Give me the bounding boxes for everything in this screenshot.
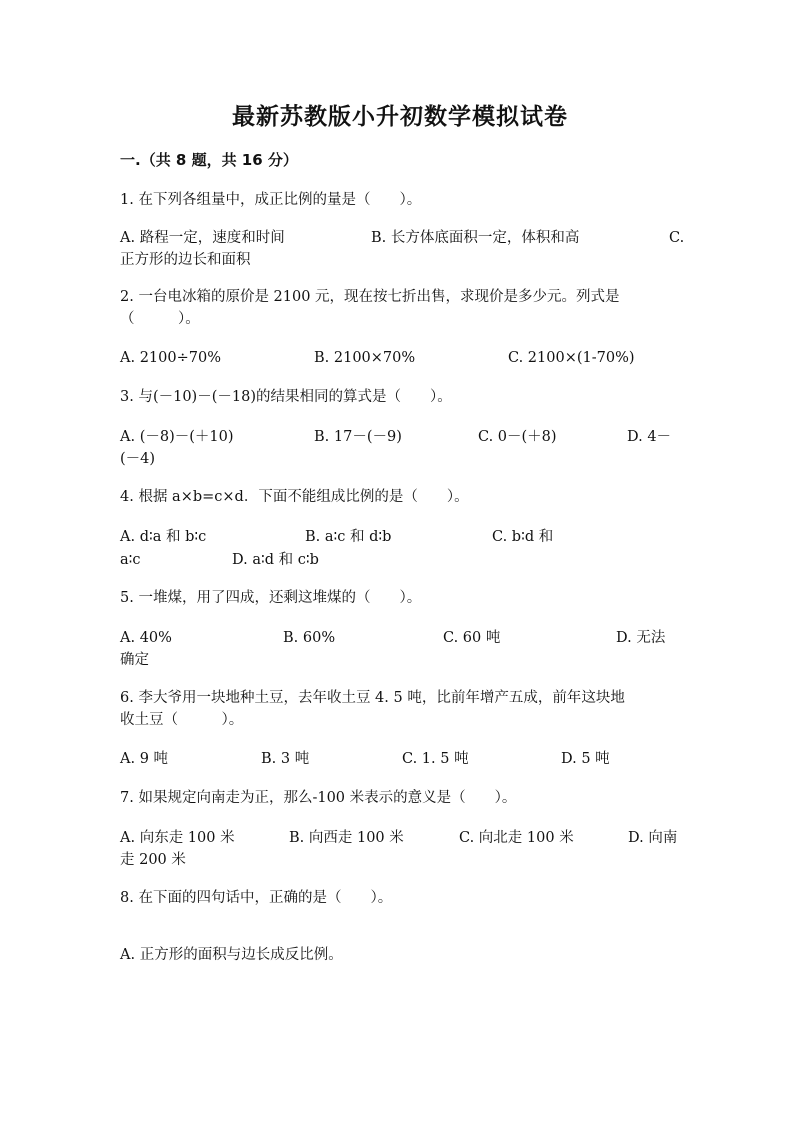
q6-option-c: C. 1. 5 吨 — [402, 751, 469, 767]
q3-option-c: C. 0－(＋8) — [478, 429, 557, 445]
q7-option-d: D. 向南 — [628, 830, 678, 846]
question-8-stem: 8. 在下面的四句话中，正确的是（ ）。 — [120, 890, 393, 906]
question-6-stem: 6. 李大爷用一块地种土豆，去年收土豆 4. 5 吨，比前年增产五成，前年这块地 — [120, 690, 625, 706]
q6-option-a: A. 9 吨 — [120, 751, 169, 767]
q1-option-b: B. 长方体底面积一定，体积和高 — [371, 230, 580, 246]
q3-option-d: D. 4－ — [627, 429, 672, 445]
question-2-stem-cont: （ ）。 — [120, 311, 200, 327]
q4-option-b: B. a∶c 和 d∶b — [305, 529, 392, 545]
q1-option-c-label: C. — [669, 230, 685, 246]
q6-option-d: D. 5 吨 — [561, 751, 610, 767]
q3-option-a: A. (－8)－(＋10) — [120, 429, 234, 445]
q5-option-d: D. 无法 — [616, 630, 666, 646]
q7-option-a: A. 向东走 100 米 — [120, 830, 235, 846]
q6-option-b: B. 3 吨 — [261, 751, 310, 767]
question-2-stem: 2. 一台电冰箱的原价是 2100 元，现在按七折出售，求现价是多少元。列式是 — [120, 289, 620, 305]
question-4-stem: 4. 根据 a×b=c×d．下面不能组成比例的是（ ）。 — [120, 489, 469, 505]
q4-option-a: A. d∶a 和 b∶c — [120, 529, 207, 545]
q7-option-d-cont: 走 200 米 — [120, 852, 186, 868]
q3-option-b: B. 17－(－9) — [314, 429, 402, 445]
question-1-stem: 1. 在下列各组量中，成正比例的量是（ ）。 — [120, 192, 422, 208]
q3-option-d-cont: (－4) — [120, 451, 156, 467]
q7-option-b: B. 向西走 100 米 — [289, 830, 404, 846]
q5-option-b: B. 60% — [283, 630, 336, 646]
q7-option-c: C. 向北走 100 米 — [459, 830, 574, 846]
q2-option-c: C. 2100×(1-70%) — [508, 350, 635, 366]
question-6-stem-cont: 收土豆（ ）。 — [120, 712, 244, 728]
question-3-stem: 3. 与(－10)－(－18)的结果相同的算式是（ ）。 — [120, 389, 452, 405]
question-7-stem: 7. 如果规定向南走为正，那么-100 米表示的意义是（ ）。 — [120, 790, 517, 806]
q1-option-c-text: 正方形的边长和面积 — [120, 252, 251, 268]
q5-option-c: C. 60 吨 — [443, 630, 501, 646]
q8-option-a: A. 正方形的面积与边长成反比例。 — [120, 947, 343, 963]
q4-option-d: D. a∶d 和 c∶b — [232, 552, 319, 568]
q1-option-a: A. 路程一定，速度和时间 — [120, 230, 285, 246]
q5-option-d-cont: 确定 — [120, 652, 149, 668]
q2-option-a: A. 2100÷70% — [120, 350, 221, 366]
section-heading: 一.（共 8 题，共 16 分） — [120, 151, 298, 169]
q4-option-c-cont: a∶c — [120, 552, 141, 568]
question-5-stem: 5. 一堆煤，用了四成，还剩这堆煤的（ ）。 — [120, 590, 422, 606]
q2-option-b: B. 2100×70% — [314, 350, 416, 366]
q4-option-c: C. b∶d 和 — [492, 529, 554, 545]
q5-option-a: A. 40% — [120, 630, 172, 646]
page-title: 最新苏教版小升初数学模拟试卷 — [232, 104, 568, 130]
